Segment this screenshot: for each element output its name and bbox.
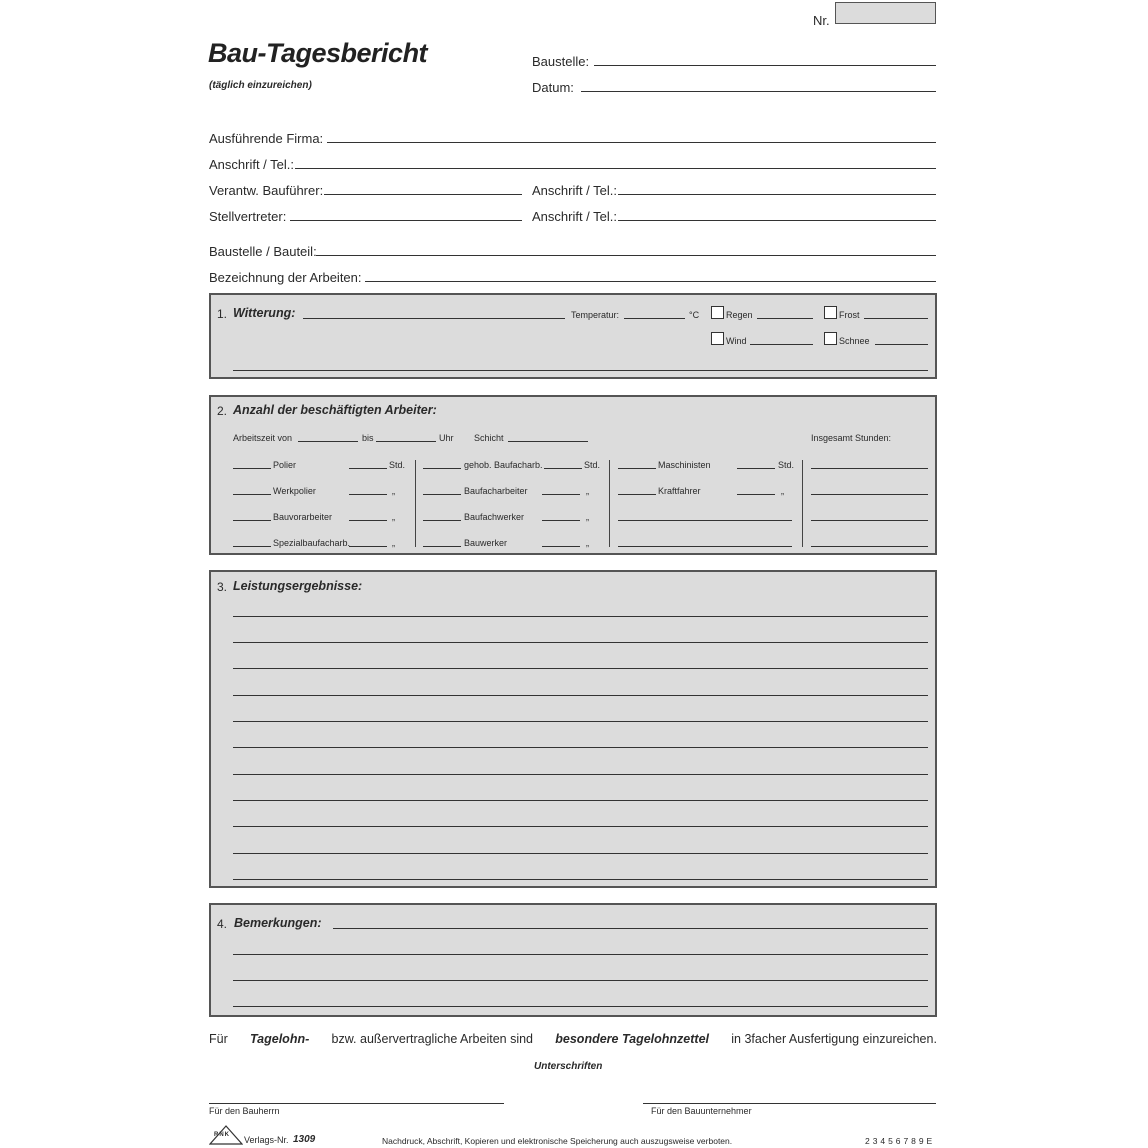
leistung-section: [209, 570, 937, 888]
std-label: Std.: [584, 460, 601, 470]
leistung-line[interactable]: [233, 668, 928, 669]
tagelohn-note: [209, 1032, 937, 1046]
bauunternehmer-label: Für den Bauunternehmer: [651, 1106, 752, 1116]
kraftfahrer-label: Kraftfahrer: [658, 486, 701, 496]
gehob-hours-field[interactable]: [544, 468, 582, 469]
leistung-number: 3.: [217, 580, 228, 594]
ditto-mark: „: [586, 486, 589, 496]
spezialbaufacharb-count-field[interactable]: [233, 546, 271, 547]
leistung-line[interactable]: [233, 642, 928, 643]
bauteil-field[interactable]: [316, 255, 936, 256]
leistung-line[interactable]: [233, 721, 928, 722]
werkpolier-count-field[interactable]: [233, 494, 271, 495]
anschrift2-label: Anschrift / Tel.:: [532, 183, 618, 198]
page-title: Bau-Tagesbericht: [208, 38, 428, 68]
baufacharbeiter-hours-field[interactable]: [542, 494, 580, 495]
leistung-line[interactable]: [233, 747, 928, 748]
std-label: Std.: [389, 460, 406, 470]
datum-field[interactable]: [581, 91, 936, 92]
frost-checkbox[interactable]: [824, 306, 837, 319]
witterung-field[interactable]: [303, 318, 565, 319]
stellvertreter-field[interactable]: [290, 220, 522, 221]
wind-field[interactable]: [750, 344, 813, 345]
ditto-mark: „: [586, 512, 589, 522]
werkpolier-hours-field[interactable]: [349, 494, 387, 495]
note-pre: Für: [209, 1032, 228, 1046]
bauwerker-count-field[interactable]: [423, 546, 461, 547]
note-bold-1: Tagelohn-: [250, 1032, 310, 1046]
bezeichnung-field[interactable]: [365, 281, 936, 282]
bauwerker-label: Bauwerker: [464, 538, 508, 548]
bemerkungen-line[interactable]: [233, 1006, 928, 1007]
frost-label: Frost: [839, 310, 860, 320]
ditto-mark: „: [392, 512, 395, 522]
polier-count-field[interactable]: [233, 468, 271, 469]
leistung-line[interactable]: [233, 695, 928, 696]
wind-label: Wind: [726, 336, 747, 346]
column-divider: [609, 460, 610, 547]
baufachwerker-label: Baufachwerker: [464, 512, 525, 522]
leistung-line[interactable]: [233, 826, 928, 827]
regen-field[interactable]: [757, 318, 813, 319]
verlag-number: 1309: [293, 1134, 316, 1145]
signature-bauherr-line[interactable]: [209, 1103, 504, 1104]
bis-label: bis: [362, 433, 374, 443]
wind-checkbox[interactable]: [711, 332, 724, 345]
bauherrn-label: Für den Bauherrn: [209, 1106, 280, 1116]
note-post: in 3facher Ausfertigung einzureichen.: [731, 1032, 937, 1046]
bemerkungen-number: 4.: [217, 917, 228, 931]
total-hours-field[interactable]: [811, 468, 928, 469]
ditto-mark: „: [781, 486, 784, 496]
bauteil-label: Baustelle / Bauteil:: [209, 244, 317, 259]
bezeichnung-label: Bezeichnung der Arbeiten:: [209, 270, 362, 285]
ditto-mark: „: [392, 486, 395, 496]
witterung-number: 1.: [217, 307, 228, 321]
leistung-line[interactable]: [233, 616, 928, 617]
ditto-mark: „: [392, 538, 395, 548]
maschinisten-label: Maschinisten: [658, 460, 711, 470]
bauvorarbeiter-count-field[interactable]: [233, 520, 271, 521]
maschinisten-hours-field[interactable]: [737, 468, 775, 469]
arbeiter-title: Anzahl der beschäftigten Arbeiter:: [233, 403, 437, 417]
std-label: Std.: [778, 460, 795, 470]
leistung-line[interactable]: [233, 879, 928, 880]
werkpolier-label: Werkpolier: [273, 486, 316, 496]
baustelle-label: Baustelle:: [532, 54, 590, 69]
kraftfahrer-count-field[interactable]: [618, 494, 656, 495]
insgesamt-label: Insgesamt Stunden:: [811, 433, 892, 443]
extra-worker-field[interactable]: [618, 520, 792, 521]
temperatur-field[interactable]: [624, 318, 685, 319]
polier-hours-field[interactable]: [349, 468, 387, 469]
anschrift-label: Anschrift / Tel.:: [209, 157, 295, 172]
copyright-text: Nachdruck, Abschrift, Kopieren und elektronische Speicherung auch auszugsweise verboten.: [382, 1136, 733, 1146]
gehob-label: gehob. Baufacharb.: [464, 460, 543, 470]
spezialbaufacharb-label: Spezialbaufacharb.: [273, 538, 351, 548]
logo-text: RNK: [214, 1132, 230, 1138]
arbeitszeit-label: Arbeitszeit von: [233, 433, 293, 443]
signature-bauunternehmer-line[interactable]: [643, 1103, 936, 1104]
anschrift3-field[interactable]: [618, 220, 936, 221]
celsius-unit: °C: [689, 310, 700, 320]
total-hours-field[interactable]: [811, 494, 928, 495]
schnee-field[interactable]: [875, 344, 928, 345]
baufacharbeiter-label: Baufacharbeiter: [464, 486, 528, 496]
page-subtitle: (täglich einzureichen): [209, 80, 312, 91]
arbeitszeit-von-field[interactable]: [298, 441, 358, 442]
leistung-title: Leistungsergebnisse:: [233, 579, 363, 593]
maschinisten-count-field[interactable]: [618, 468, 656, 469]
column-divider: [415, 460, 416, 547]
nr-field[interactable]: [835, 2, 936, 24]
firma-field[interactable]: [327, 142, 936, 143]
baufacharbeiter-count-field[interactable]: [423, 494, 461, 495]
extra-worker-field[interactable]: [618, 546, 792, 547]
frost-field[interactable]: [864, 318, 928, 319]
anschrift2-field[interactable]: [618, 194, 936, 195]
baufachwerker-hours-field[interactable]: [542, 520, 580, 521]
bemerkungen-title: Bemerkungen:: [234, 916, 322, 930]
firma-label: Ausführende Firma:: [209, 131, 324, 146]
schicht-label: Schicht: [474, 433, 504, 443]
anschrift-field[interactable]: [295, 168, 936, 169]
unterschriften-label: Unterschriften: [534, 1061, 603, 1072]
regen-label: Regen: [726, 310, 753, 320]
baufuehrer-field[interactable]: [324, 194, 522, 195]
bemerkungen-line[interactable]: [333, 928, 928, 929]
leistung-line[interactable]: [233, 800, 928, 801]
uhr-label: Uhr: [439, 433, 454, 443]
note-mid: bzw. außervertragliche Arbeiten sind: [331, 1032, 534, 1046]
bauwerker-hours-field[interactable]: [542, 546, 580, 547]
schnee-checkbox[interactable]: [824, 332, 837, 345]
baufuehrer-label: Verantw. Bauführer:: [209, 183, 324, 198]
baufachwerker-count-field[interactable]: [423, 520, 461, 521]
note-bold-2: besondere Tagelohnzettel: [555, 1032, 709, 1046]
total-hours-field[interactable]: [811, 520, 928, 521]
arbeiter-number: 2.: [217, 404, 228, 418]
baustelle-field[interactable]: [594, 65, 936, 66]
leistung-line[interactable]: [233, 853, 928, 854]
gehob-count-field[interactable]: [423, 468, 461, 469]
arbeiter-section: [209, 395, 937, 555]
ditto-mark: „: [586, 538, 589, 548]
stellvertreter-label: Stellvertreter:: [209, 209, 287, 224]
arbeitszeit-bis-field[interactable]: [376, 441, 436, 442]
nr-label: Nr.: [813, 13, 830, 28]
kraftfahrer-hours-field[interactable]: [737, 494, 775, 495]
datum-label: Datum:: [532, 80, 574, 95]
form-code: 2 3 4 5 6 7 8 9 E: [865, 1136, 933, 1146]
column-divider: [802, 460, 803, 547]
schnee-label: Schnee: [839, 336, 870, 346]
bauvorarbeiter-hours-field[interactable]: [349, 520, 387, 521]
spezialbaufacharb-hours-field[interactable]: [349, 546, 387, 547]
leistung-line[interactable]: [233, 774, 928, 775]
temperatur-label: Temperatur:: [571, 310, 620, 320]
anschrift3-label: Anschrift / Tel.:: [532, 209, 618, 224]
total-hours-field[interactable]: [811, 546, 928, 547]
witterung-title: Witterung:: [233, 306, 296, 320]
bemerkungen-line[interactable]: [233, 980, 928, 981]
verlag-label: Verlags-Nr.: [244, 1135, 289, 1145]
polier-label: Polier: [273, 460, 297, 470]
bauvorarbeiter-label: Bauvorarbeiter: [273, 512, 333, 522]
schicht-field[interactable]: [508, 441, 588, 442]
regen-checkbox[interactable]: [711, 306, 724, 319]
witterung-extra-line[interactable]: [233, 370, 928, 371]
bemerkungen-line[interactable]: [233, 954, 928, 955]
